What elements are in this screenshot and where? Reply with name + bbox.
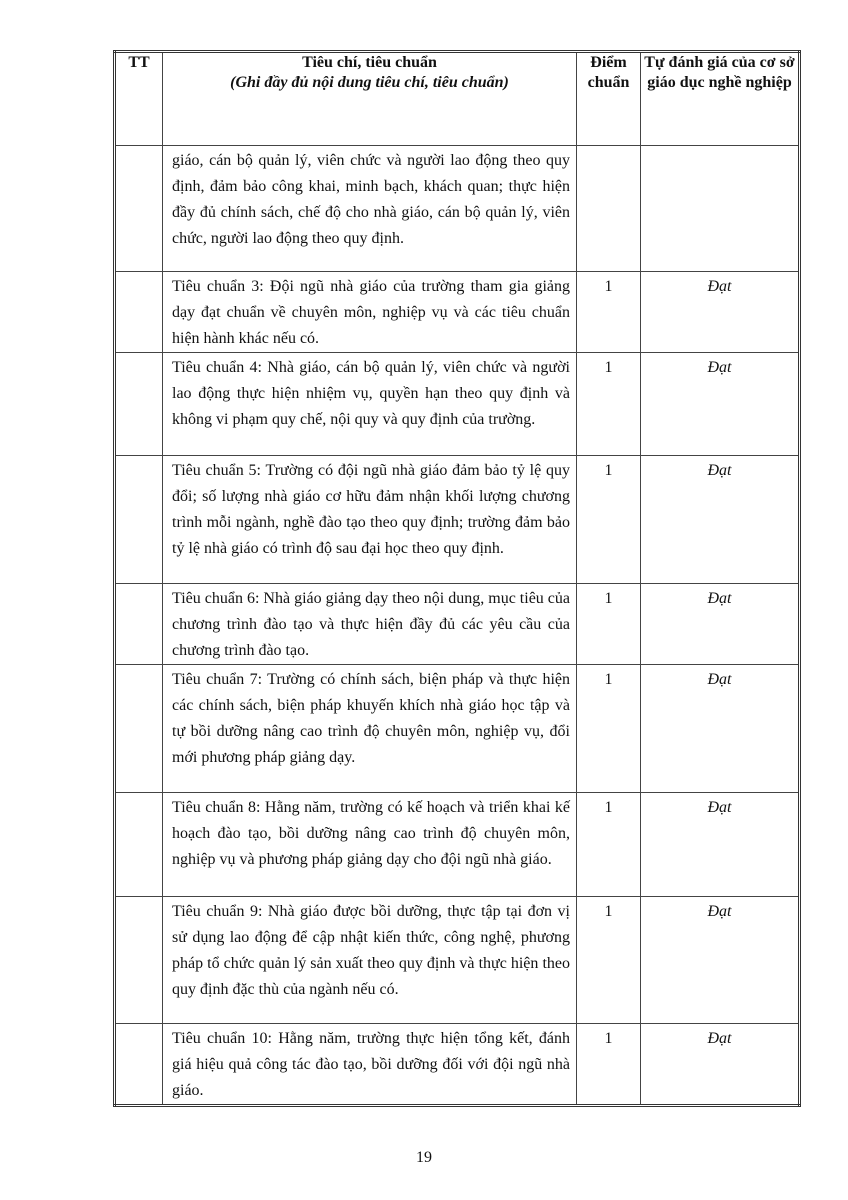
row-tt [115, 793, 163, 897]
header-score: Điểm chuẩn [577, 52, 641, 146]
row-criterion-text: Tiêu chuẩn 8: Hằng năm, trường có kế hoạch và triển khai kế hoạch đào tạo, bồi dưỡng nâng cao trình độ chuyên môn, nghiệp vụ và phương pháp giảng dạy cho đội ngũ nhà giáo. [163, 793, 577, 897]
table-row [115, 897, 800, 1024]
row-self-assessment: Đạt [641, 584, 800, 665]
row-self-assessment: Đạt [641, 353, 800, 456]
row-tt [115, 1024, 163, 1106]
row-criterion-text: giáo, cán bộ quản lý, viên chức và người lao động theo quy định, đảm bảo công khai, minh bạch, khách quan; thực hiện đầy đủ chính sách, chế độ cho nhà giáo, cán bộ quản lý, viên chức, người lao động theo quy định. [163, 146, 577, 272]
table-row [115, 1024, 800, 1106]
criteria-table [113, 50, 801, 1107]
header-criteria-note: (Ghi đầy đủ nội dung tiêu chí, tiêu chuẩn) [230, 74, 509, 91]
row-score: 1 [577, 897, 641, 1024]
row-score: 1 [577, 1024, 641, 1106]
table-header-row [115, 52, 800, 146]
row-tt [115, 665, 163, 793]
row-tt [115, 897, 163, 1024]
row-self-assessment: Đạt [641, 665, 800, 793]
row-self-assessment: Đạt [641, 272, 800, 353]
row-criterion-text: Tiêu chuẩn 4: Nhà giáo, cán bộ quản lý, viên chức và người lao động thực hiện nhiệm vụ, quyền hạn theo quy định và không vi phạm quy chế, nội quy và quy định của trường. [163, 353, 577, 456]
row-score: 1 [577, 353, 641, 456]
row-score: 1 [577, 456, 641, 584]
row-criterion-text: Tiêu chuẩn 3: Đội ngũ nhà giáo của trường tham gia giảng dạy đạt chuẩn về chuyên môn, nghiệp vụ và các tiêu chuẩn hiện hành khác nếu có. [163, 272, 577, 353]
table-row [115, 584, 800, 665]
row-self-assessment: Đạt [641, 456, 800, 584]
row-score: 1 [577, 665, 641, 793]
row-score: 1 [577, 272, 641, 353]
row-criterion-text: Tiêu chuẩn 6: Nhà giáo giảng dạy theo nội dung, mục tiêu của chương trình đào tạo và thực hiện đầy đủ các yêu cầu của chương trình đào tạo. [163, 584, 577, 665]
header-self-assessment: Tự đánh giá của cơ sở giáo dục nghề nghiệp [641, 52, 800, 146]
table-row [115, 793, 800, 897]
row-criterion-text: Tiêu chuẩn 7: Trường có chính sách, biện pháp và thực hiện các chính sách, biện pháp khuyến khích nhà giáo học tập và tự bồi dưỡng nâng cao trình độ chuyên môn, nghiệp vụ, đổi mới phương pháp giảng dạy. [163, 665, 577, 793]
table-row [115, 353, 800, 456]
row-criterion-text: Tiêu chuẩn 5: Trường có đội ngũ nhà giáo đảm bảo tỷ lệ quy đổi; số lượng nhà giáo cơ hữu đảm nhận khối lượng chương trình mỗi ngành, nghề đào tạo theo quy định; trường đảm bảo tỷ lệ nhà giáo có trình độ sau đại học theo quy định. [163, 456, 577, 584]
row-score: 1 [577, 584, 641, 665]
row-self-assessment [641, 146, 800, 272]
header-tt: TT [115, 52, 163, 146]
table-row [115, 272, 800, 353]
row-self-assessment: Đạt [641, 793, 800, 897]
row-criterion-text: Tiêu chuẩn 9: Nhà giáo được bồi dưỡng, thực tập tại đơn vị sử dụng lao động để cập nhật kiến thức, công nghệ, phương pháp tổ chức quản lý sản xuất theo quy định và thực hiện theo quy định đặc thù của ngành nếu có. [163, 897, 577, 1024]
row-tt [115, 584, 163, 665]
table-row [115, 456, 800, 584]
row-criterion-text: Tiêu chuẩn 10: Hằng năm, trường thực hiện tổng kết, đánh giá hiệu quả công tác đào tạo, bồi dưỡng đối với đội ngũ nhà giáo. [163, 1024, 577, 1106]
header-criteria-title: Tiêu chí, tiêu chuẩn [302, 54, 437, 71]
row-tt [115, 272, 163, 353]
row-self-assessment: Đạt [641, 1024, 800, 1106]
row-self-assessment: Đạt [641, 897, 800, 1024]
header-criteria [163, 52, 577, 146]
row-tt [115, 146, 163, 272]
table-row [115, 146, 800, 272]
row-score [577, 146, 641, 272]
table-row [115, 665, 800, 793]
page-number: 19 [416, 1149, 432, 1166]
row-tt [115, 456, 163, 584]
row-tt [115, 353, 163, 456]
row-score: 1 [577, 793, 641, 897]
